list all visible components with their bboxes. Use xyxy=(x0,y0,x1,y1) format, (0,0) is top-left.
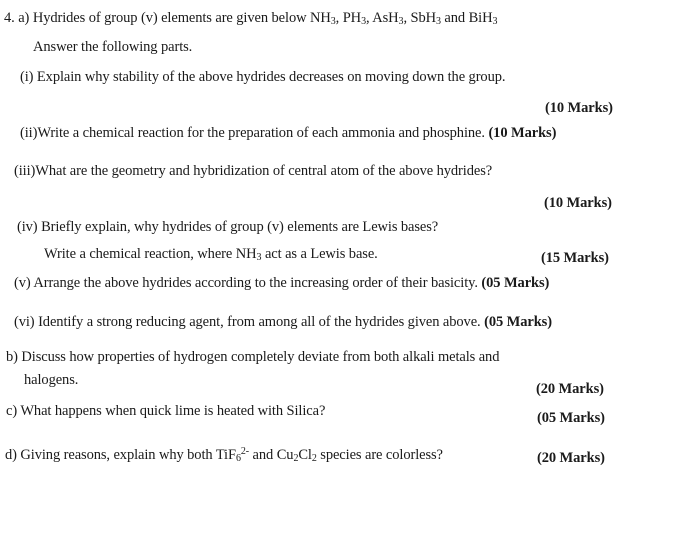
part-i-label: (i) xyxy=(20,69,34,85)
part-ii-marks: (10 Marks) xyxy=(488,125,557,141)
part-c-text: What happens when quick lime is heated with Silica? xyxy=(20,403,326,419)
part-i-marks: (10 Marks) xyxy=(545,100,613,116)
part-v xyxy=(14,274,549,292)
question-4a-intro xyxy=(4,9,497,27)
hydride-sbh3: SbH$_3$ and xyxy=(410,10,466,27)
hydride-ph3: $PH_3$, xyxy=(342,10,370,27)
part-d-label: d) xyxy=(5,447,17,463)
part-vi-label: (vi) xyxy=(14,314,35,330)
part-iv-marks: (15 Marks) xyxy=(541,250,609,266)
question-b xyxy=(6,348,499,366)
part-vi-text: Identify a strong reducing agent, from among all of the hydrides given above. xyxy=(38,314,481,330)
part-ii-label: (ii) xyxy=(20,125,38,141)
hydride-ash3: AsH$_3$, xyxy=(372,10,407,27)
part-ii xyxy=(20,124,556,142)
part-d-marks: (20 Marks) xyxy=(537,450,605,466)
part-v-text: Arrange the above hydrides according to the increasing order of their basicity. xyxy=(33,275,478,291)
part-i-text: Explain why stability of the above hydrides decreases on moving down the group. xyxy=(36,69,506,85)
formula-nh3: $NH_3$ xyxy=(235,246,262,263)
part-iv-line2: Write a chemical reaction, where $NH_3$ act as a Lewis base. xyxy=(44,246,378,263)
intro-text: Hydrides of group (v) elements are given below xyxy=(32,10,307,26)
part-iv xyxy=(17,218,438,236)
part-vi xyxy=(14,313,552,331)
part-iii xyxy=(14,162,492,180)
part-v-label: (v) xyxy=(14,275,31,291)
part-label-a: a) xyxy=(18,10,30,26)
question-c xyxy=(6,402,325,420)
question-d: d) Giving reasons, explain why both TiF$_6^{2-}$ and $Cu_2Cl_2$ species are colorless? xyxy=(5,446,443,464)
part-iii-text: What are the geometry and hybridization of central atom of the above hydrides? xyxy=(35,163,493,179)
part-b-marks: (20 Marks) xyxy=(536,381,604,397)
part-i xyxy=(20,68,505,86)
part-iv-label: (iv) xyxy=(17,219,38,235)
part-b-line2: halogens. xyxy=(24,372,79,388)
part-v-marks: (05 Marks) xyxy=(481,275,550,291)
part-vi-marks: (05 Marks) xyxy=(484,314,552,330)
formula-cu2cl2: $Cu_2Cl_2$ xyxy=(276,447,317,464)
formula-tif6: TiF$_6^{2-}$ xyxy=(215,446,249,464)
part-c-marks: (05 Marks) xyxy=(537,410,605,426)
part-iii-marks: (10 Marks) xyxy=(544,195,612,211)
part-b-label: b) xyxy=(6,349,18,365)
part-iv-text: Briefly explain, why hydrides of group (v) elements are Lewis bases? xyxy=(41,219,439,235)
question-number: 4. xyxy=(4,10,15,26)
part-ii-text: Write a chemical reaction for the preparation of each ammonia and phosphine. xyxy=(37,125,485,141)
answer-instruction: Answer the following parts. xyxy=(33,39,193,55)
part-b-line1: Discuss how properties of hydrogen completely deviate from both alkali metals and xyxy=(21,349,500,365)
part-iii-label: (iii) xyxy=(14,163,36,179)
hydride-nh3: $NH_3$, xyxy=(310,10,340,27)
part-c-label: c) xyxy=(6,403,18,419)
hydride-bih3: BiH$_3$ xyxy=(468,10,498,27)
